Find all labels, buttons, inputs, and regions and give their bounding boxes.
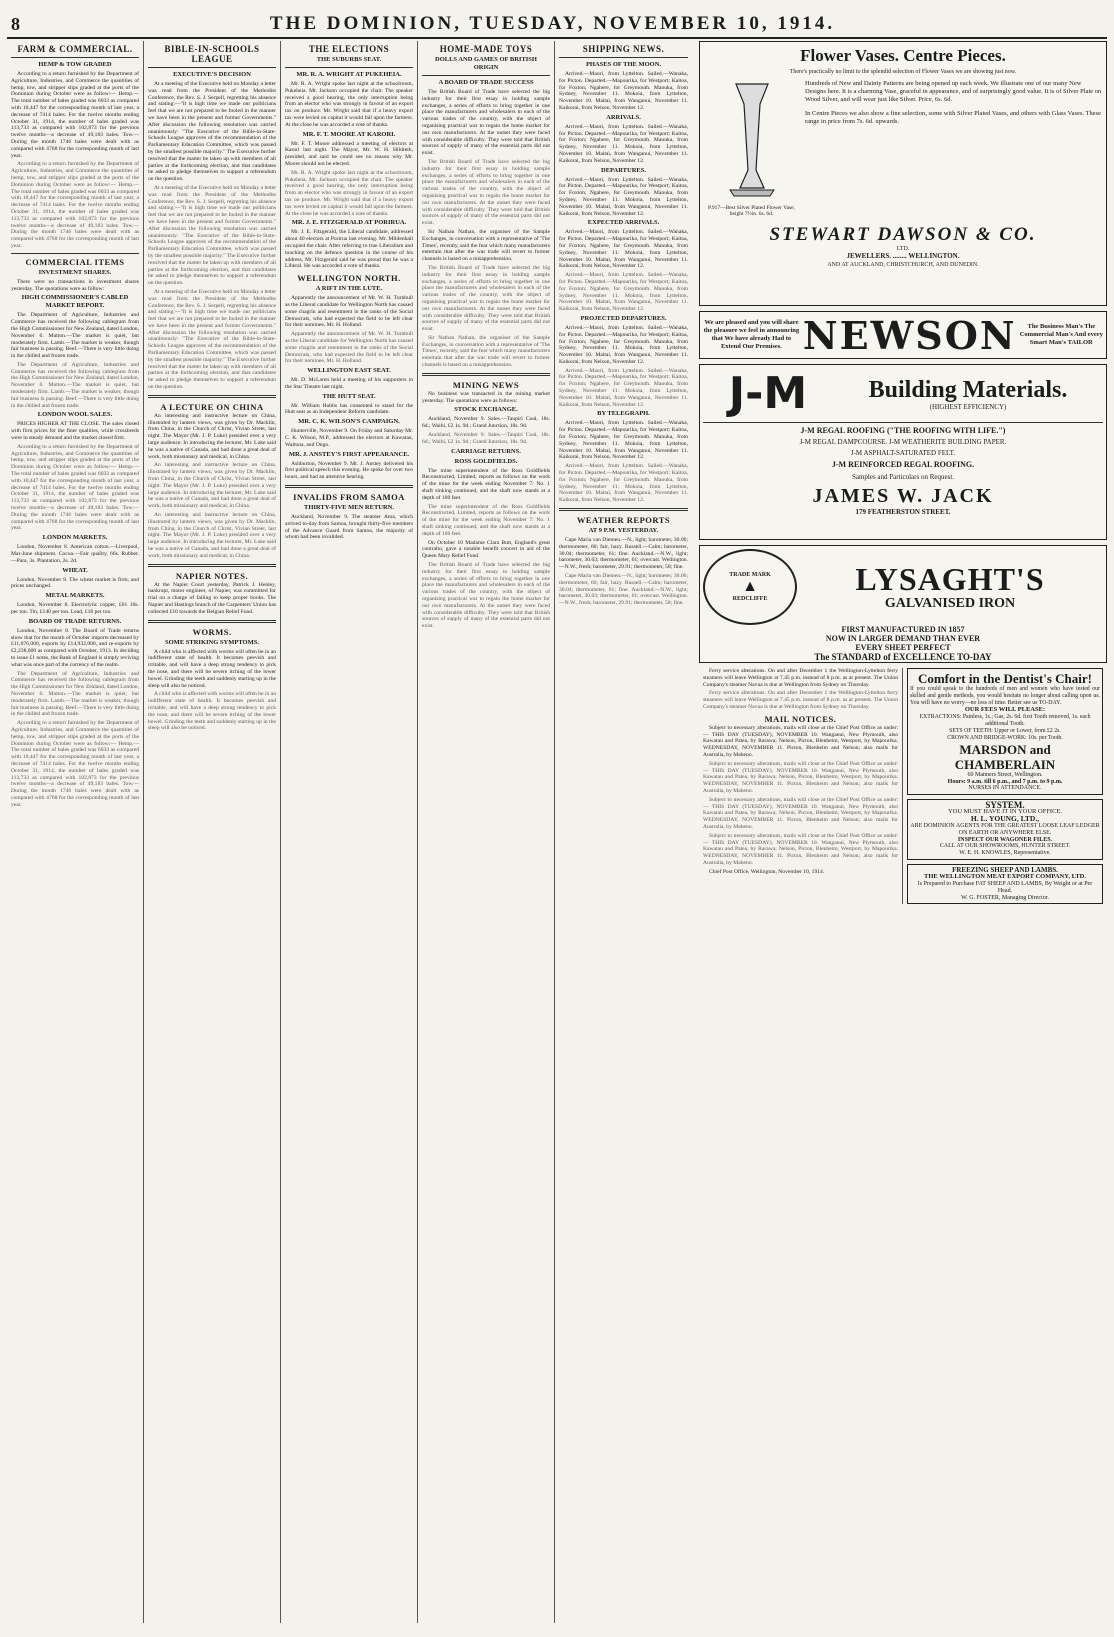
- sub-heading: METAL MARKETS.: [45, 592, 105, 600]
- jm-title: Building Materials.: [868, 376, 1068, 403]
- lysaght-line-1: FIRST MANUFACTURED IN 1857: [841, 625, 965, 634]
- article-text: At a meeting of the Executive held on Monday a letter was read from the President of the Methodist Conference, the Rev. S. J. Serpell, regretting his absence and stating:—"It is high time we made our politicians feel that we are not prepared to be fooled in the manner we have been in the present and former Governments." After discussion the following resolution was carried unanimously: "The Executive of the Bible-in-State-Schools League approves of the recommendation of the Parliamentary Education Committee, which was passed by the smallest possible majority." The Executive further resolved that the matter be taken up with members of all parties at the forthcoming election, and that candidates be asked to pledge themselves to support a referendum on the question.: [148, 81, 276, 183]
- article-text: Arrived.—Maori, from Lyttelton. Sailed.—Wanaka, for Picton. Departed.—Mapourika, for Westport; Kaitoa, for Foxton; Ngahere, for Greymouth. Manuka, from Sydney, November 11. Mokoia, from Lyttelton, November 10. Maitai, from Wanganui, November 11. Kaikorai, from Nelson, November 12.: [559, 420, 688, 461]
- article-heading: MR. C. K. WILSON'S CAMPAIGN.: [298, 418, 400, 426]
- sub-heading: DEPARTURES.: [601, 166, 646, 174]
- article-text: The British Board of Trade have selected the big industry for their first essay in holding sample exchanges, a series of efforts to bring together in one place the manufacturers and wholesalers in each of the various trades of the country, with the object of organising practical war to regain the home market for our own manufacturers. At the outset they were faced with considerable difficulty. They were told that British sources of supply of many of the essential parts did not exist.: [422, 562, 550, 630]
- article-heading: WELLINGTON NORTH.: [297, 273, 401, 284]
- masthead: [7, 7, 1107, 39]
- ad-lower-block: [699, 668, 1107, 904]
- article-text: Sir Nathan Nathan, the organiser of the Sample Exchanges, in conversation with a representative of 'The Times', recently, said the fear which many manufacturers entertain that after the war trade will revert to former channels is based on a misapprehension.: [422, 228, 550, 263]
- article-text: Mr. R. A. Wright spoke last night at the schoolroom, Pukeheia. Mr. Jackson occupied the chair. The speaker received a good hearing, the only interruption being from an elector who was strongly in favour of an export tax on produce. Mr. Wright said that if a heavy export tax were levied on capital it would fall upon the farmers. At the close he was accorded a vote of thanks.: [285, 81, 413, 128]
- young-body: YOU MUST HAVE IT IN YOUR OFFICE.: [947, 807, 1063, 815]
- column-shipping: [555, 41, 692, 1623]
- article-text: Apparently the announcement of Mr. W. H. Turnbull as the Liberal candidate for Wellington North has caused some chagrin and resentment in the ranks of the Social Democrats, who had expected the field to be left clear for their nominee, Mr. H. Holland.: [285, 295, 413, 329]
- article-text: Hunterville, November 9. On Friday and Saturday Mr. C. K. Wilson, M.P., addressed the electors at Kawatau, Waituna, and Ongo.: [285, 428, 413, 448]
- article-text: Ferry service alterations. On and after December 1 the Wellington-Lyttelton ferry steamers will leave Wellington at 7.45 p.m. instead of 8 p.m. as at present. The Union Company's steamer Navua is due at Wellington from Sydney on Thursday.: [703, 668, 898, 688]
- article-heading: HEMP & TOW GRADED: [38, 61, 112, 68]
- jm-logo: J-M: [728, 368, 808, 419]
- young-firm: H. L. YOUNG, LTD.,: [970, 813, 1040, 823]
- sub-heading: CARRIAGE RETURNS.: [451, 447, 521, 455]
- article-text: An interesting and instructive lecture on China, illustrated by lantern views, was given by Dr. Macklin, from China, in the Church of Christ, Vivian Street, last night. The Mayor (Mr. J. P. Luke) presided over a very large audience. In introducing the lecturer, Mr. Luke said he was a native of Canada, and had done a great deal of work, both missionary and medical, in China.: [148, 462, 276, 510]
- dentist-body: If you could speak to the hundreds of men and women who have tested our skilled and gentle methods, you would hesitate no longer about calling upon us. You will have no worry—no loss of time. Better see us TO-DAY.: [910, 686, 1100, 706]
- advertisement-area: [693, 41, 1107, 1623]
- ad-body-2: In Centre Pieces we also show a fine selection, some with Silver Plated Vases, and others with Glass Vases. These range in price from 7s. 6d. upwards.: [805, 109, 1102, 125]
- jm-line-2: J-M REGAL DAMPCOURSE. J-M WEATHERITE BUILDING PAPER.: [799, 438, 1007, 446]
- article-text: According to a return furnished by the Department of Agriculture, Industries, and Commerce the quantities of hemp, tow, and stripper slips graded at the ports of the Dominion during October were as follow:— Hemp.—The total number of bales graded was 6033 as compared with 10,447 for the corresponding month of last year, a decrease of 7414 bales. For the twelve months ending October 31, 1914, the number of bales graded was 113,733 as compared with 102,873 for the previous twelve months—a decrease of 49,183 bales. Tow.—During the month 1746 bales were dealt with as compared with 4768 for the corresponding month of last year.: [11, 71, 139, 159]
- article-heading: EXECUTIVE'S DECISION: [173, 71, 251, 78]
- masthead-title: THE DOMINION, TUESDAY, NOVEMBER 10, 1914.: [269, 13, 836, 34]
- article-text: Arrived.—Maori, from Lyttelton. Sailed.—Wanaka, for Picton. Departed.—Mapourika, for Westport; Kaitoa, for Foxton; Ngahere, for Greymouth. Manuka, from Sydney, November 11. Mokoia, from Lyttelton, November 10. Maitai, from Wanganui, November 11. Kaikorai, from Nelson, November 12.: [559, 123, 688, 164]
- section-heading: SHIPPING NEWS.: [582, 44, 665, 54]
- article-text: The Department of Agriculture, Industries and Commerce has received the following cablegram from the High Commissioner for New Zealand, dated London, November 6. Mutton.—The market is quiet, but moderately firm. Lamb.—The market is weaker, though fair business is passing. Beef.—There is very little doing in the chilled and frozen trade.: [11, 670, 139, 718]
- article-text: Ferry service alterations. On and after December 1 the Wellington-Lyttelton ferry steamers will leave Wellington at 7.45 p.m. instead of 8 p.m. as at present. The Union Company's steamer Navua is due at Wellington from Sydney on Thursday.: [703, 690, 898, 710]
- sub-heading: LONDON WOOL SALES.: [37, 411, 113, 419]
- article-text: Arrived.—Maori, from Lyttelton. Sailed.—Wanaka, for Picton. Departed.—Mapourika, for Westport; Kaitoa, for Foxton; Ngahere, for Greymouth. Manuka, from Sydney, November 11. Mokoia, from Lyttelton, November 10. Maitai, from Wanganui, November 11. Kaikorai, from Nelson, November 12.: [559, 367, 688, 408]
- article-text: Chief Post Office, Wellington, November 10, 1914.: [709, 868, 825, 875]
- article-text: London, November 8. The Board of Trade returns show that for the month of October imports decreased by £11,076,000, exports by £14,932,000, and re-exports by £2,238,000 as compared with October, 1913. In deciding to issue £1 notes, the Bank of England is simply reviving what was once part of the currency of the realm.: [11, 627, 139, 668]
- article-text: An interesting and instructive lecture on China, illustrated by lantern views, was given by Dr. Macklin, from China, in the Church of Christ, Vivian Street, last night. The Mayor (Mr. J. P. Luke) presided over a very large audience. In introducing the lecturer, Mr. Luke said he was a native of Canada, and had done a great deal of work, both missionary and medical, in China.: [148, 512, 276, 559]
- vase-caption: P.917—Best Silver Plated Flower Vase, height 7½in. 6s. 6d.: [708, 204, 795, 217]
- sub-heading: DOLLS AND GAMES OF BRITISH ORIGIN: [435, 56, 537, 71]
- article-text: Mr. J. E. Fitzgerald, the Liberal candidate, addressed about 40 electors at Porirua last evening. Mr. Mildenhall occupied the chair. After referring to true Liberalism and touching on the defence question in the course of his address, Mr. Fitzgerald said he was proud that he was a Liberal. He was accorded a vote of thanks.: [285, 229, 413, 270]
- newson-left-text: We are pleased and you will share the pleasure we feel in announcing that We have already Had to Extend Our Premises.: [703, 319, 800, 350]
- ad-young: [907, 799, 1103, 860]
- article-text: Sir Nathan Nathan, the organiser of the Sample Exchanges, in conversation with a representative of 'The Times', recently, said the fear which many manufacturers entertain that after the war trade will revert to former channels is based on a misapprehension.: [422, 334, 550, 369]
- article-text: Cape Maria van Diemen.—N., light; barometer, 30.06; thermometer, 60; fair, hazy. Russell.—Calm; barometer, 30.04; thermometer, 61; fine. Auckland.—N.W., light; barometer, 30.03; thermometer, 61; overcast. Wellington.—N.W., fresh; barometer, 29.91; thermometer, 58; fine.: [559, 573, 688, 607]
- redcliffe-seal: [703, 549, 797, 625]
- ad-flower-vases: [699, 41, 1107, 306]
- article-text: London, November 8. The wheat market is firm, and prices unchanged.: [11, 576, 139, 590]
- article-heading: WELLINGTON EAST SEAT.: [307, 367, 391, 375]
- lysaght-sub: GALVANISED IRON: [884, 596, 1016, 611]
- seal-mark: ▲: [742, 578, 758, 595]
- dentist-nurses: NURSES IN ATTENDANCE.: [968, 785, 1042, 792]
- article-heading: A LECTURE ON CHINA: [160, 401, 264, 412]
- dentist-address: 60 Manners Street, Wellington.: [967, 771, 1043, 778]
- ad-dentist: [907, 668, 1103, 795]
- jm-firm: JAMES W. JACK: [812, 485, 994, 507]
- article-text: No business was transacted in the mining market yesterday. The quotations were as follows:: [422, 390, 550, 404]
- firm-trade: JEWELLERS. ........ WELLINGTON.: [846, 251, 960, 260]
- sub-heading: PHASES OF THE MOON.: [585, 61, 662, 68]
- article-text: Mr. William Hobbs has consented to stand for the Hutt seat as an Independent Reform candidate.: [285, 402, 413, 416]
- article-text: Apparently the announcement of Mr. W. H. Turnbull as the Liberal candidate for Wellington North has caused some chagrin and resentment in the ranks of the Social Democrats, who had expected the field to be left clear for their nominee, Mr. H. Holland.: [285, 331, 413, 365]
- article-heading: MAIL NOTICES.: [764, 713, 837, 724]
- article-text: Auckland, November 9. Sales.—Taupiri Coal, 18s. 6d.; Waihi, £2 1s. 9d.; Grand Junction, 18s. 9d.: [422, 432, 550, 445]
- article-heading: MINING NEWS: [452, 379, 520, 390]
- jm-line-4: J-M REINFORCED REGAL ROOFING.: [831, 460, 975, 469]
- sub-heading: PROJECTED DEPARTURES.: [580, 314, 667, 322]
- column-home-made-toys: [418, 41, 555, 1623]
- jm-line-1: J-M REGAL ROOFING ("THE ROOFING WITH LIFE."): [800, 426, 1006, 435]
- ad-newson: [699, 311, 1107, 359]
- vase-illustration: [704, 80, 799, 218]
- article-text: A child who is affected with worms will often be in an indifferent state of health. It becomes peevish and irritable, and will have a deep strong tendency to pick the nose, and there will be severe itching of the lower bowel. Grinding the teeth and suddenly starting up in the sleep will also be noticed.: [148, 648, 276, 689]
- dentist-firm: MARSDON and CHAMBERLAIN: [954, 741, 1056, 772]
- article-text: An interesting and instructive lecture on China, illustrated by lantern views, was given by Dr. Macklin, from China, in the Church of Christ, Vivian Street, last night. The Mayor (Mr. J. P. Luke) presided over a very large audience. In introducing the lecturer, Mr. Luke said he was a native of Canada, and had done a great deal of work, both missionary and medical, in China.: [148, 412, 276, 460]
- sub-heading: LONDON MARKETS.: [42, 534, 108, 542]
- section-heading: HOME-MADE TOYS: [439, 44, 533, 54]
- article-text: The Department of Agriculture, Industries and Commerce has received the following cablegram from the High Commissioner for New Zealand, dated London, November 6. Mutton.—The market is quiet, but moderately firm. Lamb.—The market is weaker, though fair business is passing. Beef.—There is very little doing in the chilled and frozen trade.: [11, 312, 139, 360]
- sub-heading: A RIFT IN THE LUTE.: [315, 285, 383, 293]
- article-text: Arrived.—Maori, from Lyttelton. Sailed.—Wanaka, for Picton. Departed.—Mapourika, for Westport; Kaitoa, for Foxton; Ngahere, for Greymouth. Manuka, from Sydney, November 11. Mokoia, from Lyttelton, November 10. Maitai, from Wanganui, November 11. Kaikorai, from Nelson, November 12.: [559, 71, 688, 111]
- sub-heading: AT 9 P.M. YESTERDAY.: [588, 527, 659, 535]
- article-text: According to a return furnished by the Department of Agriculture, Industries, and Commerce the quantities of hemp, tow, and stripper slips graded at the ports of the Dominion during October were as follow:— Hemp.—The total number of bales graded was 6033 as compared with 10,447 for the corresponding month of last year, a decrease of 7414 bales. For the twelve months ending October 31, 1914, the number of bales graded was 113,733 as compared with 102,873 for the previous twelve months—a decrease of 49,183 bales. Tow.—During the month 1746 bales were dealt with as compared with 4768 for the corresponding month of last year.: [11, 720, 139, 808]
- page-number: 8: [11, 14, 20, 34]
- dentist-title: Comfort in the Dentist's Chair!: [917, 671, 1093, 686]
- article-heading: MR. J. E. FITZGERALD AT PORIRUA.: [291, 219, 407, 227]
- article-heading: INVALIDS FROM SAMOA: [293, 492, 405, 503]
- article-text: Subject to necessary alterations, mails will close at the Chief Post Office as under:— THIS DAY (TUESDAY), NOVEMBER 10. Wanganui, New Plymouth, also Kawatau and Patea, by Rarawa; Nelson, Picton, Blenheim, Westport, by Mapourika. WEDNESDAY, NOVEMBER 11. Picton, Blenheim and Nelson; also mails for Australia, by Maheno.: [703, 796, 898, 830]
- newspaper-page: [7, 7, 1107, 1623]
- article-text: Mr. R. A. Wright spoke last night at the schoolroom, Pukeheia. Mr. Jackson occupied the chair. The speaker received a good hearing, the only interruption being from an elector who was strongly in favour of an export tax on produce. Mr. Wright said that if a heavy export tax were levied on capital it would fall upon the farmers. At the close he was accorded a vote of thanks.: [285, 169, 413, 217]
- article-heading: THE HUTT SEAT.: [322, 392, 376, 400]
- article-heading: WORMS.: [192, 626, 232, 637]
- article-heading: NAPIER NOTES.: [175, 570, 249, 581]
- ad-title: Flower Vases. Centre Pieces.: [800, 46, 1006, 65]
- article-text: A child who is affected with worms will often be in an indifferent state of health. It becomes peevish and irritable, and will have a deep strong tendency to pick the nose, and there will be severe itching of the lower bowel. Grinding the teeth and suddenly starting up in the sleep will also be noticed.: [148, 691, 276, 732]
- jm-line-3: J-M ASPHALT-SATURATED FELT.: [850, 449, 956, 457]
- article-text: Arrived.—Maori, from Lyttelton. Sailed.—Wanaka, for Picton. Departed.—Mapourika, for Westport; Kaitoa, for Foxton; Ngahere, for Greymouth. Manuka, from Sydney, November 11. Mokoia, from Lyttelton, November 10. Maitai, from Wanganui, November 11. Kaikorai, from Nelson, November 12.: [559, 229, 688, 270]
- ad-intro: There's practically no limit to the splendid selection of Flower Vases we are showing just now.: [789, 69, 1017, 75]
- sub-heading: THE SUBURBS SEAT.: [316, 56, 382, 63]
- young-title: SYSTEM.: [985, 800, 1025, 811]
- article-heading: COMMERCIAL ITEMS: [25, 256, 125, 267]
- article-text: The mine superintendent of the Ross Goldfields Reconstructed, Limited, reports as follows on the work of the mine for the week ending November 7: No. 1 shaft sinking continued, and the shaft now stands at a depth of 100 feet.: [422, 467, 550, 501]
- article-text: The British Board of Trade have selected the big industry for their first essay in holding sample exchanges, a series of efforts to bring together in one place the manufacturers and wholesalers in each of the various trades of the country, with the object of organising practical war to regain the home market for our own manufacturers. At the outset they were faced with considerable difficulty. They were told that British sources of supply of many of the essential parts did not exist.: [422, 158, 550, 227]
- young-rep: W. E. H. KNOWLES, Representative.: [959, 850, 1051, 857]
- jm-sub: (HIGHEST EFFICIENCY): [929, 402, 1007, 411]
- young-inspect: INSPECT OUR WAGONER FILES.: [957, 836, 1053, 843]
- article-text: Arrived.—Maori, from Lyttelton. Sailed.—Wanaka, for Picton. Departed.—Mapourika, for Westport; Kaitoa, for Foxton; Ngahere, for Greymouth. Manuka, from Sydney, November 11. Mokoia, from Lyttelton, November 10. Maitai, from Wanganui, November 11. Kaikorai, from Nelson, November 12.: [559, 324, 688, 365]
- sub-heading: INVESTMENT SHARES.: [38, 268, 112, 276]
- article-text: Cape Maria van Diemen.—N., light; barometer, 30.06; thermometer, 60; fair, hazy. Russell.—Calm; barometer, 30.04; thermometer, 61; fine. Auckland.—N.W., light; barometer, 30.03; thermometer, 61; overcast. Wellington.—N.W., fresh; barometer, 29.91; thermometer, 58; fine.: [559, 537, 688, 571]
- article-text: PRICES HIGHER AT THE CLOSE. The sales closed with firm prices for the finer qualities, while crossbreds were in steady demand and the market closed firm.: [11, 421, 139, 442]
- article-text: Arrived.—Maori, from Lyttelton. Sailed.—Wanaka, for Picton. Departed.—Mapourika, for Westport; Kaitoa, for Foxton; Ngahere, for Greymouth. Manuka, from Sydney, November 11. Mokoia, from Lyttelton, November 10. Maitai, from Wanganui, November 11. Kaikorai, from Nelson, November 12.: [559, 463, 688, 504]
- lysaght-line-3: EVERY SHEET PERFECT: [855, 643, 951, 652]
- dentist-crown: CROWN AND BRIDGE-WORK: 10s. per Tooth.: [947, 734, 1063, 741]
- article-text: Subject to necessary alterations, mails will close at the Chief Post Office as under:— THIS DAY (TUESDAY), NOVEMBER 10. Wanganui, New Plymouth, also Kawatau and Patea, by Rarawa; Nelson, Picton, Blenheim, Westport, by Mapourika. WEDNESDAY, NOVEMBER 11. Picton, Blenheim and Nelson; also mails for Australia, by Maheno.: [703, 832, 898, 866]
- column-elections: [281, 41, 418, 1623]
- article-heading: WEATHER REPORTS: [576, 515, 671, 526]
- sub-heading: ARRIVALS.: [606, 113, 641, 121]
- young-sub: ARE DOMINION AGENTS FOR THE GREATEST LOOSE LEAF LEDGER ON EARTH OR ANYWHERE ELSE.: [910, 822, 1100, 836]
- article-heading: MR. F. T. MOORE AT KARORI.: [302, 130, 396, 138]
- sub-heading: BY TELEGRAPH.: [597, 410, 650, 418]
- article-text: At a meeting of the Executive held on Monday a letter was read from the President of the Methodist Conference, the Rev. S. J. Serpell, regretting his absence and stating:—"It is high time we made our politicians feel that we are not prepared to be fooled in the manner we have been in the present and former Governments." After discussion the following resolution was carried unanimously: "The Executive of the Bible-in-State-Schools League approves of the recommendation of the Parliamentary Education Committee, which was passed by the smallest possible majority." The Executive further resolved that the matter be taken up with members of all parties at the forthcoming election, and that candidates be asked to pledge themselves to support a referendum on the question.: [148, 184, 276, 287]
- ad-body: Hundreds of New and Dainty Patterns are being opened up each week. We illustrate one of our many New Designs here. It is a charming Vase, graceful in appearance, and of surprisingly good value. It is of Silver Plate on Wood Silver, and will wear just like Silver. Price, 6s. 6d.: [805, 79, 1102, 103]
- sub-heading: HIGH COMMISSIONER'S CABLED MARKET REPORT.: [21, 294, 129, 310]
- sub-heading: BOARD OF TRADE RETURNS.: [28, 617, 122, 625]
- article-text: Arrived.—Maori, from Lyttelton. Sailed.—Wanaka, for Picton. Departed.—Mapourika, for Westport; Kaitoa, for Foxton; Ngahere, for Greymouth. Manuka, from Sydney, November 11. Mokoia, from Lyttelton, November 10. Maitai, from Wanganui, November 11. Kaikorai, from Nelson, November 12.: [559, 176, 688, 217]
- article-heading: MR. J. ANSTEY'S FIRST APPEARANCE.: [288, 450, 410, 458]
- sub-heading: ROSS GOLDFIELDS.: [454, 457, 518, 465]
- dentist-fees: OUR FEES WILL PLEASE:: [964, 706, 1046, 713]
- meat-sign: W. G. FOSTER, Managing Director.: [961, 894, 1049, 901]
- column-bible-in-schools: [144, 41, 281, 1623]
- lysaght-line-4: The STANDARD of EXCELLENCE TO-DAY: [814, 652, 992, 662]
- article-text: Auckland, November 9. Sales.—Taupiri Coal, 18s. 6d.; Waihi, £2 1s. 9d.; Grand Junction, 18s. 9d.: [422, 416, 550, 430]
- article-text: On October 10 Madame Clara Butt, England's great contralto, gave a notable benefit concert in aid of the Queen Mary Relief Fund.: [422, 539, 550, 560]
- section-heading: BIBLE-IN-SCHOOLS LEAGUE: [164, 44, 260, 64]
- article-heading: A BOARD OF TRADE SUCCESS: [438, 79, 534, 86]
- article-text: Ashburton, November 9. Mr. J. Anstey delivered his first political speech this evening. He spoke for over two hours, and had an attentive hearing.: [285, 460, 413, 481]
- article-text: The Department of Agriculture, Industries and Commerce has received the following cablegram from the High Commissioner for New Zealand, dated London, November 6. Mutton.—The market is quiet, but moderately firm. Lamb.—The market is weaker, though fair business is passing. Beef.—There is very little doing in the chilled and frozen trade.: [11, 361, 139, 409]
- dentist-sets: SETS OF TEETH: Upper or Lower, from £2 2s.: [949, 727, 1061, 734]
- article-text: Mr. D. McLaren held a meeting of his supporters in the Star Theatre last night.: [285, 377, 413, 390]
- meat-body: Is Prepared to Purchase FAT SHEEP AND LAMBS, By Weight or at Per Head.: [917, 880, 1093, 894]
- article-text: London, November 8. American cotton.—Liverpool, Mar-June shipment. Cocoa.—Fair quality, 66s. Rubber.—Para, 3s. Plantation, 2s. 2d.: [11, 544, 139, 564]
- seal-bottom: REDCLIFFE: [732, 596, 768, 602]
- article-text: Subject to necessary alterations, mails will close at the Chief Post Office as under:— THIS DAY (TUESDAY), NOVEMBER 10. Wanganui, New Plymouth, also Kawatau and Patea, by Rarawa; Nelson, Picton, Blenheim, Westport, by Mapourika. WEDNESDAY, NOVEMBER 11. Picton, Blenheim and Nelson; also mails for Australia, by Maheno.: [703, 760, 898, 794]
- ad-jm-building: [699, 364, 1107, 540]
- section-heading: THE ELECTIONS: [308, 44, 390, 54]
- article-text: The British Board of Trade have selected the big industry for their first essay in holding sample exchanges, a series of efforts to bring together in one place the manufacturers and wholesalers in each of the various trades of the country, with the object of organising practical war to regain the home market for our own manufacturers. At the outset they were faced with considerable difficulty. They were told that British sources of supply of many of the essential parts did not exist.: [422, 89, 550, 157]
- firm-ltd: LTD.: [896, 245, 910, 252]
- article-text: According to a return furnished by the Department of Agriculture, Industries, and Commerce the quantities of hemp, tow, and stripper slips graded at the ports of the Dominion during October were as follow:— Hemp.—The total number of bales graded was 6033 as compared with 10,447 for the corresponding month of last year, a decrease of 7414 bales. For the twelve months ending October 31, 1914, the number of bales graded was 113,733 as compared with 102,873 for the previous twelve months—a decrease of 49,183 bales. Tow.—During the month 1746 bales were dealt with as compared with 4768 for the corresponding month of last year.: [11, 161, 139, 249]
- jm-address: 179 FEATHERSTON STREET.: [855, 508, 951, 516]
- dentist-extractions: EXTRACTIONS: Painless, 1s.; Gas, 2s. 6d. first Tooth removed, 1s. each additional Tooth.: [919, 713, 1091, 727]
- sub-heading: EXPECTED ARRIVALS.: [587, 219, 660, 227]
- article-heading: MR. R. A. WRIGHT AT PUKEHEIA.: [296, 71, 402, 78]
- meat-firm: THE WELLINGTON MEAT EXPORT COMPANY, LTD.: [923, 872, 1086, 880]
- vase-icon: [712, 80, 792, 200]
- ad-lysaght: [699, 545, 1107, 663]
- newson-right-text: The Business Man's The Commercial Man's And every Smart Man's TAILOR: [1019, 323, 1103, 346]
- article-text: Auckland, November 9. The steamer Atua, which arrived to-day from Samoa, brought thirty-five members of the Advance Guard from Samoa, the majority of whom had been invalided.: [285, 514, 413, 541]
- seal-top: TRADE MARK: [729, 572, 771, 578]
- lysaght-name: LYSAGHT'S: [855, 561, 1045, 597]
- sub-heading: SOME STRIKING SYMPTOMS.: [165, 638, 259, 646]
- sub-heading: STOCK EXCHANGE.: [454, 406, 518, 414]
- article-text: There were no transactions in investment shares yesterday. The quotations were as follow:: [11, 278, 139, 292]
- article-text: Subject to necessary alterations, mails will close at the Chief Post Office as under:— THIS DAY (TUESDAY), NOVEMBER 10. Wanganui, New Plymouth, also Kawatau and Patea, by Rarawa; Nelson, Picton, Blenheim, Westport, by Mapourika. WEDNESDAY, NOVEMBER 11. Picton, Blenheim and Nelson; also mails for Australia, by Maheno.: [703, 724, 898, 758]
- article-text: Arrived.—Maori, from Lyttelton. Sailed.—Wanaka, for Picton. Departed.—Mapourika, for Westport; Kaitoa, for Foxton; Ngahere, for Greymouth. Manuka, from Sydney, November 11. Mokoia, from Lyttelton, November 10. Maitai, from Wanganui, November 11. Kaikorai, from Nelson, November 12.: [559, 272, 688, 313]
- article-text: At a meeting of the Executive held on Monday a letter was read from the President of the Methodist Conference, the Rev. S. J. Serpell, regretting his absence and stating:—"It is high time we made our politicians feel that we are not prepared to be fooled in the manner we have been in the present and former Governments." After discussion the following resolution was carried unanimously: "The Executive of the Bible-in-State-Schools League approves of the recommendation of the Parliamentary Education Committee, which was passed by the smallest possible majority." The Executive further resolved that the matter be taken up with members of all parties at the forthcoming election, and that candidates be asked to pledge themselves to support a referendum on the question.: [148, 288, 276, 391]
- sub-heading: THIRTY-FIVE MEN RETURN.: [303, 504, 394, 512]
- article-text: Mr. F. T. Moore addressed a meeting of electors at Karori last night. The Mayor, Mr. W. H. Hildreth, presided, and said he could see no reason why Mr. Moore should not be elected.: [285, 140, 413, 167]
- jm-samples: Samples and Particulars on Request.: [851, 473, 955, 481]
- column-mail-notices: [699, 668, 903, 904]
- meat-heading: FREEZING SHEEP AND LAMBS.: [952, 865, 1058, 874]
- firm-branches: AND AT AUCKLAND, CHRISTCHURCH, AND DUNEDIN.: [827, 261, 979, 268]
- firm-name: STEWART DAWSON & CO.: [769, 223, 1037, 245]
- sub-heading: WHEAT.: [62, 566, 88, 574]
- column-small-ads: [903, 668, 1107, 904]
- section-heading: FARM & COMMERCIAL.: [17, 44, 133, 54]
- article-text: The British Board of Trade have selected the big industry for their first essay in holding sample exchanges, a series of efforts to bring together in one place the manufacturers and wholesalers in each of the various trades of the country, with the object of organising practical war to regain the home market for our own manufacturers. At the outset they were faced with considerable difficulty. They were told that British sources of supply of many of the essential parts did not exist.: [422, 264, 550, 333]
- young-call: CALL AT OUR SHOWROOMS, HUNTER STREET.: [939, 843, 1071, 850]
- lysaght-line-2: NOW IN LARGER DEMAND THAN EVER: [825, 634, 981, 643]
- article-text: At the Napier Court yesterday, Patrick J. Henley, bankrupt, motor engineer, of Napier, was committed for trial on a charge of failing to keep proper books. The Napier and Hastings branch of the Carpenters' Union has collected £10 towards the Belgian Relief Fund.: [148, 581, 276, 615]
- newson-name: NEWSON: [802, 312, 1017, 358]
- ad-meat-export: [907, 864, 1103, 904]
- dentist-hours: Hours: 9 a.m. till 6 p.m., and 7 p.m. to 9 p.m.: [947, 778, 1063, 785]
- article-text: London, November 8. Electrolytic copper, £61 10s. per ton. Tin, £140 per ton. Lead, £18 per ton.: [11, 602, 139, 615]
- article-text: According to a return furnished by the Department of Agriculture, Industries, and Commerce the quantities of hemp, tow, and stripper slips graded at the ports of the Dominion during October were as follow:— Hemp.—The total number of bales graded was 6033 as compared with 10,447 for the corresponding month of last year, a decrease of 7414 bales. For the twelve months ending October 31, 1914, the number of bales graded was 113,733 as compared with 102,873 for the previous twelve months—a decrease of 49,183 bales. Tow.—During the month 1746 bales were dealt with as compared with 4768 for the corresponding month of last year.: [11, 443, 139, 532]
- column-farm-commercial: [7, 41, 144, 1623]
- article-text: The mine superintendent of the Ross Goldfields Reconstructed, Limited, reports as follows on the work of the mine for the week ending November 7: No. 1 shaft sinking continued, and the shaft now stands at a depth of 100 feet.: [422, 503, 550, 537]
